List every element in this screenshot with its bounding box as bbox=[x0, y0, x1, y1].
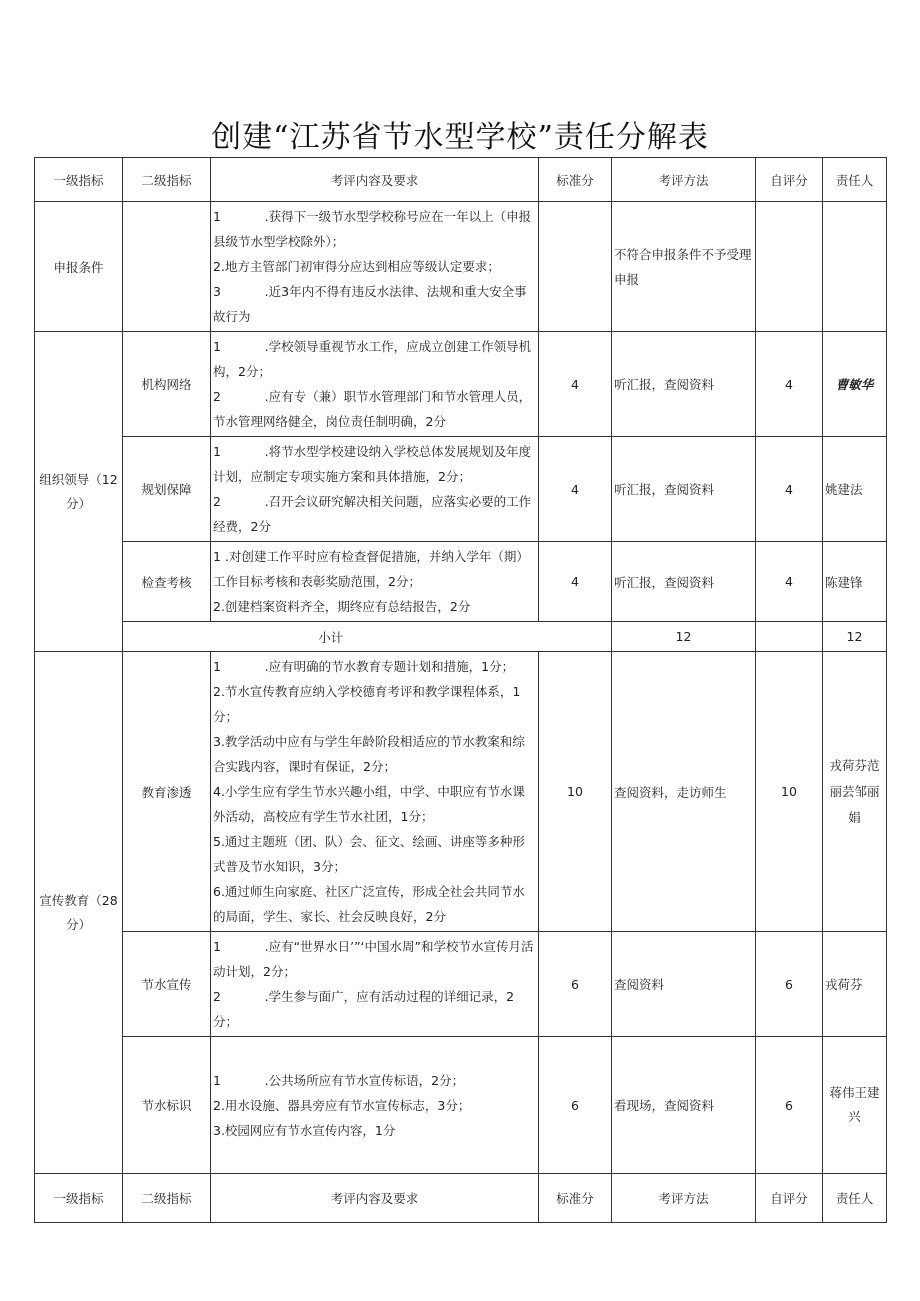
header-standard-score: 标准分 bbox=[539, 1174, 612, 1223]
primary-index: 申报条件 bbox=[35, 202, 123, 332]
table-row bbox=[35, 437, 887, 542]
person bbox=[823, 202, 887, 332]
method: 不符合申报条件不予受理申报 bbox=[612, 202, 756, 332]
secondary-index: 教育渗透 bbox=[123, 652, 211, 932]
table-row bbox=[35, 932, 887, 1037]
secondary-index bbox=[123, 202, 211, 332]
content-line: 1 .将节水型学校建设纳入学校总体发展规划及年度计划，应制定专项实施方案和具体措施，2分； bbox=[213, 444, 532, 484]
content-line: 5.通过主题班（团、队）会、征文、绘画、讲座等多种形式普及节水知识，3分； bbox=[213, 834, 525, 874]
secondary-index: 检查考核 bbox=[123, 542, 211, 622]
secondary-index: 规划保障 bbox=[123, 437, 211, 542]
header-primary-index: 一级指标 bbox=[35, 1174, 123, 1223]
primary-index: 宣传教育（28分） bbox=[35, 652, 123, 1174]
content-line: 2.地方主管部门初审得分应达到相应等级认定要求； bbox=[213, 259, 500, 274]
method: 查阅资料 bbox=[612, 932, 756, 1037]
content-line: 3.校园网应有节水宣传内容，1分 bbox=[213, 1122, 396, 1138]
standard-score: 6 bbox=[539, 1037, 612, 1174]
subtotal-label: 小计 bbox=[123, 622, 539, 652]
content-cell bbox=[211, 332, 539, 437]
content-line: 6.通过师生向家庭、社区广泛宣传，形成全社会共同节水的局面，学生、家长、社会反映良好，2分 bbox=[213, 884, 525, 924]
header-row bbox=[35, 1174, 887, 1223]
header-self-score: 自评分 bbox=[756, 158, 823, 202]
content-cell bbox=[211, 1037, 539, 1174]
self-score: 4 bbox=[756, 542, 823, 622]
content-line: 1 .学校领导重视节水工作，应成立创建工作领导机构，2分； bbox=[213, 339, 532, 379]
self-score: 4 bbox=[756, 437, 823, 542]
table-row bbox=[35, 1037, 887, 1174]
self-score bbox=[756, 202, 823, 332]
content-line: 3.教学活动中应有与学生年龄阶段相适应的节水教案和综合实践内容，课时有保证，2分； bbox=[213, 734, 525, 774]
subtotal-self-score: 12 bbox=[823, 622, 887, 652]
method: 听汇报，查阅资料 bbox=[612, 332, 756, 437]
person: 陈建锋 bbox=[823, 542, 887, 622]
self-score: 4 bbox=[756, 332, 823, 437]
secondary-index: 机构网络 bbox=[123, 332, 211, 437]
header-secondary-index: 二级指标 bbox=[123, 1174, 211, 1223]
content-line: 2.创建档案资料齐全，期终应有总结报告，2分 bbox=[213, 599, 471, 614]
subtotal-spacer bbox=[539, 622, 612, 652]
content-cell bbox=[211, 437, 539, 542]
table-row bbox=[35, 202, 887, 332]
person: 戎荷芬范丽芸邹丽娟 bbox=[823, 652, 887, 932]
content-cell bbox=[211, 652, 539, 932]
content-line: 1 .对创建工作平时应有检查督促措施，并纳入学年（期）工作目标考核和表彰奖励范围，2分； bbox=[213, 549, 529, 589]
content-line: 1 .应有明确的节水教育专题计划和措施，1分； bbox=[213, 659, 515, 674]
header-method: 考评方法 bbox=[612, 158, 756, 202]
subtotal-score: 12 bbox=[612, 622, 756, 652]
header-row bbox=[35, 158, 887, 202]
self-score: 6 bbox=[756, 932, 823, 1037]
content-line: 1 .应有“世界水日’”‘中国水周”和学校节水宣传月活动计划，2分； bbox=[213, 939, 534, 979]
standard-score: 10 bbox=[539, 652, 612, 932]
content-line: 1 .获得下一级节水型学校称号应在一年以上（申报县级节水型学校除外）； bbox=[213, 209, 532, 249]
method: 听汇报，查阅资料 bbox=[612, 542, 756, 622]
content-cell bbox=[211, 542, 539, 622]
content-line: 2 .召开会议研究解决相关问题，应落实必要的工作经费，2分 bbox=[213, 494, 532, 534]
standard-score bbox=[539, 202, 612, 332]
primary-index: 组织领导（12分） bbox=[35, 332, 123, 652]
subtotal-method bbox=[756, 622, 823, 652]
table-row bbox=[35, 652, 887, 932]
self-score: 6 bbox=[756, 1037, 823, 1174]
table-row bbox=[35, 542, 887, 622]
page-title: 创建“江苏省节水型学校”责任分解表 bbox=[211, 120, 709, 155]
standard-score: 4 bbox=[539, 542, 612, 622]
header-person: 责任人 bbox=[823, 158, 887, 202]
content-line: 4.小学生应有学生节水兴趣小组，中学、中职应有节水课外活动，高校应有学生节水社团，1分； bbox=[213, 784, 525, 824]
header-standard-score: 标准分 bbox=[539, 158, 612, 202]
content-line: 2 .学生参与面广，应有活动过程的详细记录，2分； bbox=[213, 989, 515, 1029]
content-cell bbox=[211, 932, 539, 1037]
secondary-index: 节水宣传 bbox=[123, 932, 211, 1037]
method: 看现场，查阅资料 bbox=[612, 1037, 756, 1174]
person: 曹敏华 bbox=[823, 332, 887, 437]
responsibility-table bbox=[34, 157, 887, 1223]
header-content: 考评内容及要求 bbox=[211, 1174, 539, 1223]
content-line: 1 .公共场所应有节水宣传标语，2分； bbox=[213, 1072, 465, 1088]
content-line: 3 .近3年内不得有违反水法律、法规和重大安全事故行为 bbox=[213, 284, 527, 324]
method: 听汇报，查阅资料 bbox=[612, 437, 756, 542]
content-line: 2.节水宣传教育应纳入学校德育考评和教学课程体系，1分； bbox=[213, 684, 521, 724]
header-primary-index: 一级指标 bbox=[35, 158, 123, 202]
person: 蒋伟王建兴 bbox=[823, 1037, 887, 1174]
standard-score: 6 bbox=[539, 932, 612, 1037]
standard-score: 4 bbox=[539, 437, 612, 542]
standard-score: 4 bbox=[539, 332, 612, 437]
content-line: 2 .应有专（兼）职节水管理部门和节水管理人员，节水管理网络健全，岗位责任制明确，2分 bbox=[213, 389, 532, 429]
table-row bbox=[35, 332, 887, 437]
method: 查阅资料，走访师生 bbox=[612, 652, 756, 932]
secondary-index: 节水标识 bbox=[123, 1037, 211, 1174]
person: 姚建法 bbox=[823, 437, 887, 542]
header-person: 责任人 bbox=[823, 1174, 887, 1223]
content-cell bbox=[211, 202, 539, 332]
header-self-score: 自评分 bbox=[756, 1174, 823, 1223]
content-line: 2.用水设施、器具旁应有节水宣传标志，3分； bbox=[213, 1097, 471, 1113]
self-score: 10 bbox=[756, 652, 823, 932]
header-secondary-index: 二级指标 bbox=[123, 158, 211, 202]
header-content: 考评内容及要求 bbox=[211, 158, 539, 202]
header-method: 考评方法 bbox=[612, 1174, 756, 1223]
person: 戎荷芬 bbox=[823, 932, 887, 1037]
subtotal-row bbox=[35, 622, 887, 652]
